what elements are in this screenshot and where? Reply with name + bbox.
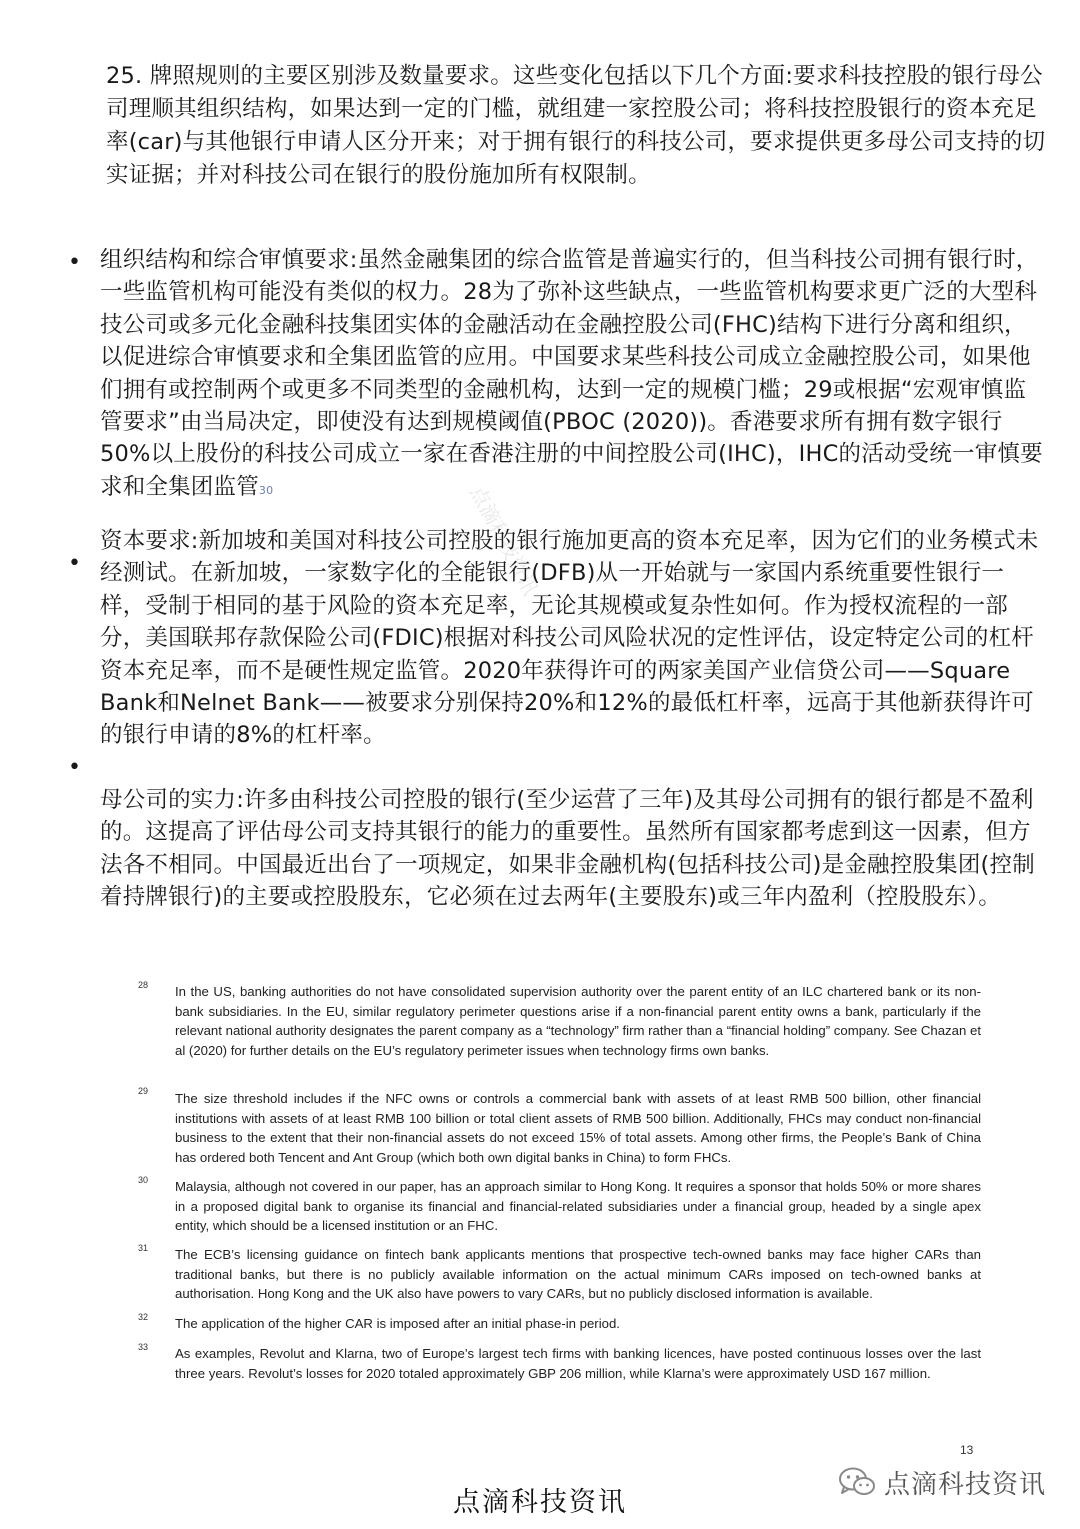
footnote-number: 29 xyxy=(138,1086,149,1096)
bullet-dot-3: • xyxy=(68,755,81,780)
bullet-capital-requirements: 资本要求:新加坡和美国对科技公司控股的银行施加更高的资本充足率，因为它们的业务模式未经测试。在新加坡，一家数字化的全能银行(DFB)从一开始就与一家国内系统重要性银行一样，受制于相同的基于风险的资本充足率，无论其规模或复杂性如何。作为授权流程的一部分，美国联邦存款保险公司(FDIC)根据对科技公司风险状况的定性评估，设定特定公司的杠杆资本充足率，而不是硬性规定监管。2020年获得许可的两家美国产业信贷公司——Square Bank和Nelnet Bank——被要求分别保持20%和12%的最低杠杆率，远高于其他新获得许可的银行申请的8%的杠杆率。 xyxy=(100,528,1039,749)
footnote-number: 30 xyxy=(138,1175,149,1185)
bullet-dot-2: • xyxy=(68,551,81,576)
watermark-text: 点滴科技资讯 xyxy=(465,481,543,600)
paragraph-25: 25. 牌照规则的主要区别涉及数量要求。这些变化包括以下几个方面:要求科技控股的银行母公司理顺其组织结构，如果达到一定的门槛，就组建一家控股公司；将科技控股银行的资本充足率(car)与其他银行申请人区分开来；对于拥有银行的科技公司，要求提供更多母公司支持的切实证据；并对科技公司在银行的股份施加所有权限制。 xyxy=(106,63,1046,188)
footnote-number: 33 xyxy=(138,1342,149,1352)
footnote-number: 32 xyxy=(138,1312,149,1322)
bullet-dot-1: • xyxy=(68,250,81,275)
wechat-account-name: 点滴科技资讯 xyxy=(884,1469,1047,1500)
bullet-parent-strength: 母公司的实力:许多由科技公司控股的银行(至少运营了三年)及其母公司拥有的银行都是不盈利的。这提高了评估母公司支持其银行的能力的重要性。虽然所有国家都考虑到这一因素，但方法各不相同。中国最近出台了一项规定，如果非金融机构(包括科技公司)是金融控股集团(控制着持牌银行)的主要或控股股东，它必须在过去两年(主要股东)或三年内盈利（控股股东）。 xyxy=(100,787,1035,911)
footnote-31: The ECB’s licensing guidance on fintech bank applicants mentions that prospective tech-owned banks may face higher CARs than traditional banks, but there is no publicly available information on the actual minimum CARs imposed on tech-owned banks at authorisation. Hong Kong and the UK also have powers to vary CARs, but no publicly disclosed information is available. xyxy=(175,1247,981,1301)
footnote-33: As examples, Revolut and Klarna, two of Europe’s largest tech firms with banking licences, have posted continuous losses over the last three years. Revolut’s losses for 2020 totaled approximately GBP 206 million, while Klarna’s were approximately USD 167 million. xyxy=(175,1346,981,1381)
page-number: 13 xyxy=(960,1443,974,1457)
footnote-30: Malaysia, although not covered in our paper, has an approach similar to Hong Kong. It requires a sponsor that holds 50% or more shares in a proposed digital bank to organise its financial and financial-related subsidiaries under a financial group, headed by a single apex entity, which should be a licensed institution or an FHC. xyxy=(175,1179,981,1233)
footnote-ref-30[interactable]: 30 xyxy=(258,483,274,497)
bullet-org-structure xyxy=(100,244,1044,507)
footnote-28: In the US, banking authorities do not have consolidated supervision authority over the parent entity of an ILC chartered bank or its non-bank subsidiaries. In the EU, similar regulatory perimeter questions arise if a non-financial parent entity owns a bank, particularly if the relevant national authority designates the parent company as a “technology” firm rather than a “financial holding” company. See Chazan et al (2020) for further details on the EU’s regulatory perimeter issues when technology firms own banks. xyxy=(175,984,981,1058)
footnote-29: The size threshold includes if the NFC owns or controls a commercial bank with assets of at least RMB 500 billion, other financial institutions with assets of at least RMB 100 billion or total client assets of RMB 500 billion. Additionally, FHCs may conduct non-financial business to the extent that their non-financial assets do not exceed 15% of total assets. Among other firms, the People’s Bank of China has ordered both Tencent and Ant Group (which both own digital banks in China) to form FHCs. xyxy=(175,1091,981,1165)
footnote-number: 28 xyxy=(138,980,149,990)
footnote-number: 31 xyxy=(138,1243,149,1253)
bottom-title: 点滴科技资讯 xyxy=(453,1487,627,1518)
bullet-org-structure-text: 组织结构和综合审慎要求:虽然金融集团的综合监管是普遍实行的，但当科技公司拥有银行时，一些监管机构可能没有类似的权力。28为了弥补这些缺点，一些监管机构要求更广泛的大型科技公司或多元化金融科技集团实体的金融活动在金融控股公司(FHC)结构下进行分离和组织，以促进综合审慎要求和全集团监管的应用。中国要求某些科技公司成立金融控股公司，如果他们拥有或控制两个或更多不同类型的金融机构，达到一定的规模门槛；29或根据“宏观审慎监管要求”由当局决定，即使没有达到规模阈值(PBOC (2020))。香港要求所有拥有数字银行50%以上股份的科技公司成立一家在香港注册的中间控股公司(IHC)，IHC的活动受统一审慎要求和全集团监管 xyxy=(100,247,1043,500)
footnote-32: The application of the higher CAR is imposed after an initial phase-in period. xyxy=(175,1316,620,1331)
